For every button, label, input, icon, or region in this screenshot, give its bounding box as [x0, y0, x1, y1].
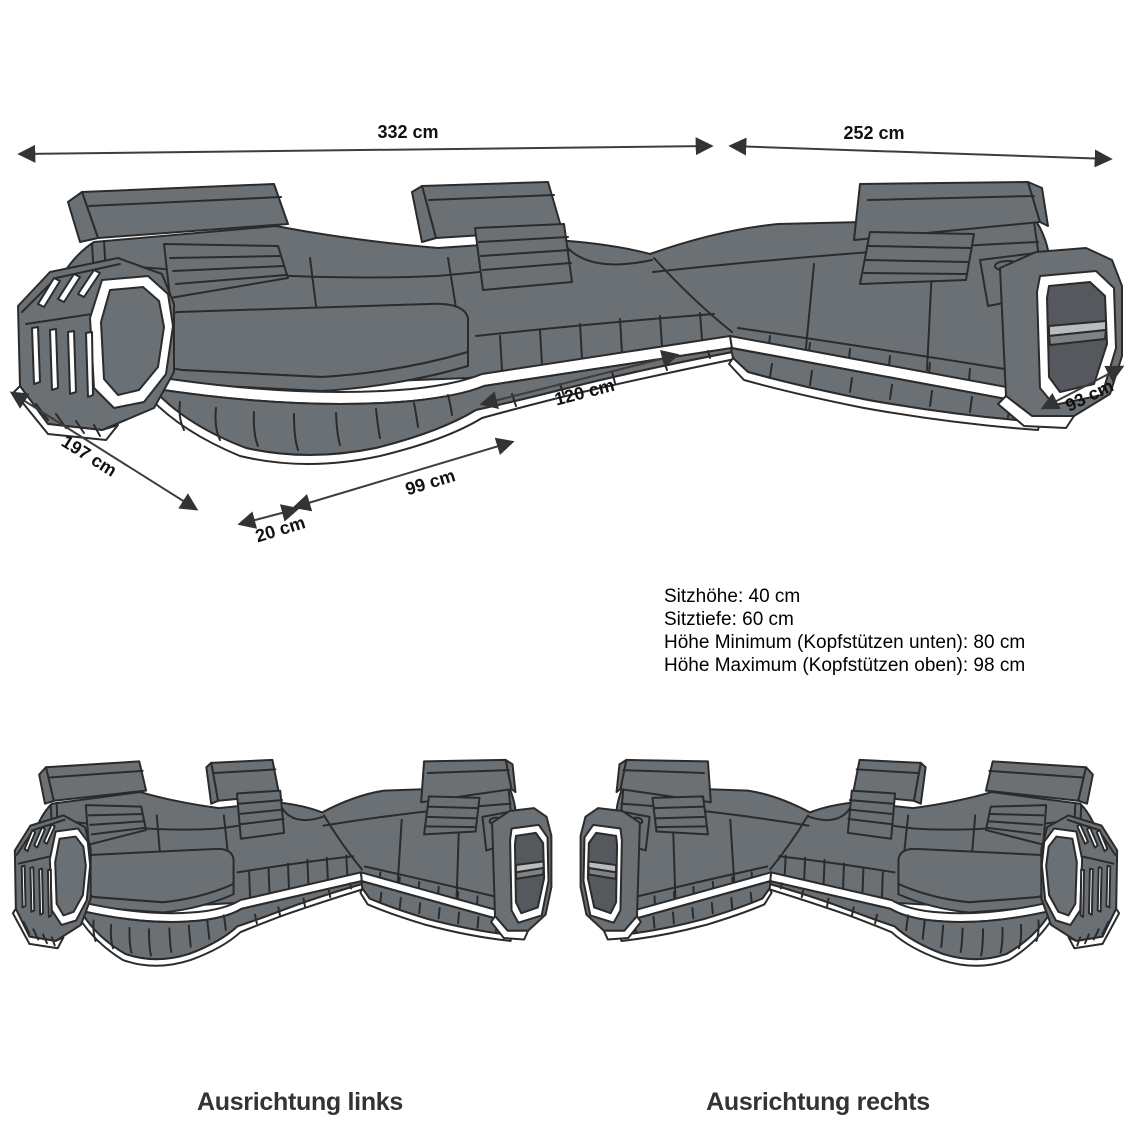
- spec-line-height-min: Höhe Minimum (Kopfstützen unten): 80 cm: [664, 632, 1026, 653]
- dim-line-197: [12, 393, 196, 509]
- variant-left-thumbnail: [10, 757, 560, 969]
- variant-left-label: Ausrichtung links: [196, 1088, 404, 1116]
- dim-line-99: [295, 442, 512, 507]
- dim-line-252: [731, 146, 1110, 159]
- dim-label-332: 332 cm: [377, 122, 439, 142]
- dim-line-332: [20, 146, 711, 154]
- dim-label-120: 120 cm: [552, 374, 617, 410]
- spec-line-height-max: Höhe Maximum (Kopfstützen oben): 98 cm: [664, 655, 1026, 676]
- variant-right-thumbnail: [572, 757, 1122, 969]
- sofa-illustration-left-variant: [13, 760, 551, 966]
- spec-line-seat-depth: Sitztiefe: 60 cm: [664, 609, 794, 630]
- dim-label-197: 197 cm: [57, 431, 121, 481]
- dimension-lines: [12, 146, 1122, 524]
- variant-right-label: Ausrichtung rechts: [706, 1088, 930, 1116]
- spec-line-seat-height: Sitzhöhe: 40 cm: [664, 586, 801, 607]
- dim-label-20: 20 cm: [252, 512, 308, 547]
- dim-label-93: 93 cm: [1062, 375, 1117, 416]
- dim-label-252: 252 cm: [843, 123, 905, 143]
- specs-block: [664, 585, 1025, 677]
- sofa-illustration-right-variant: [581, 760, 1119, 966]
- dim-label-99: 99 cm: [402, 465, 458, 500]
